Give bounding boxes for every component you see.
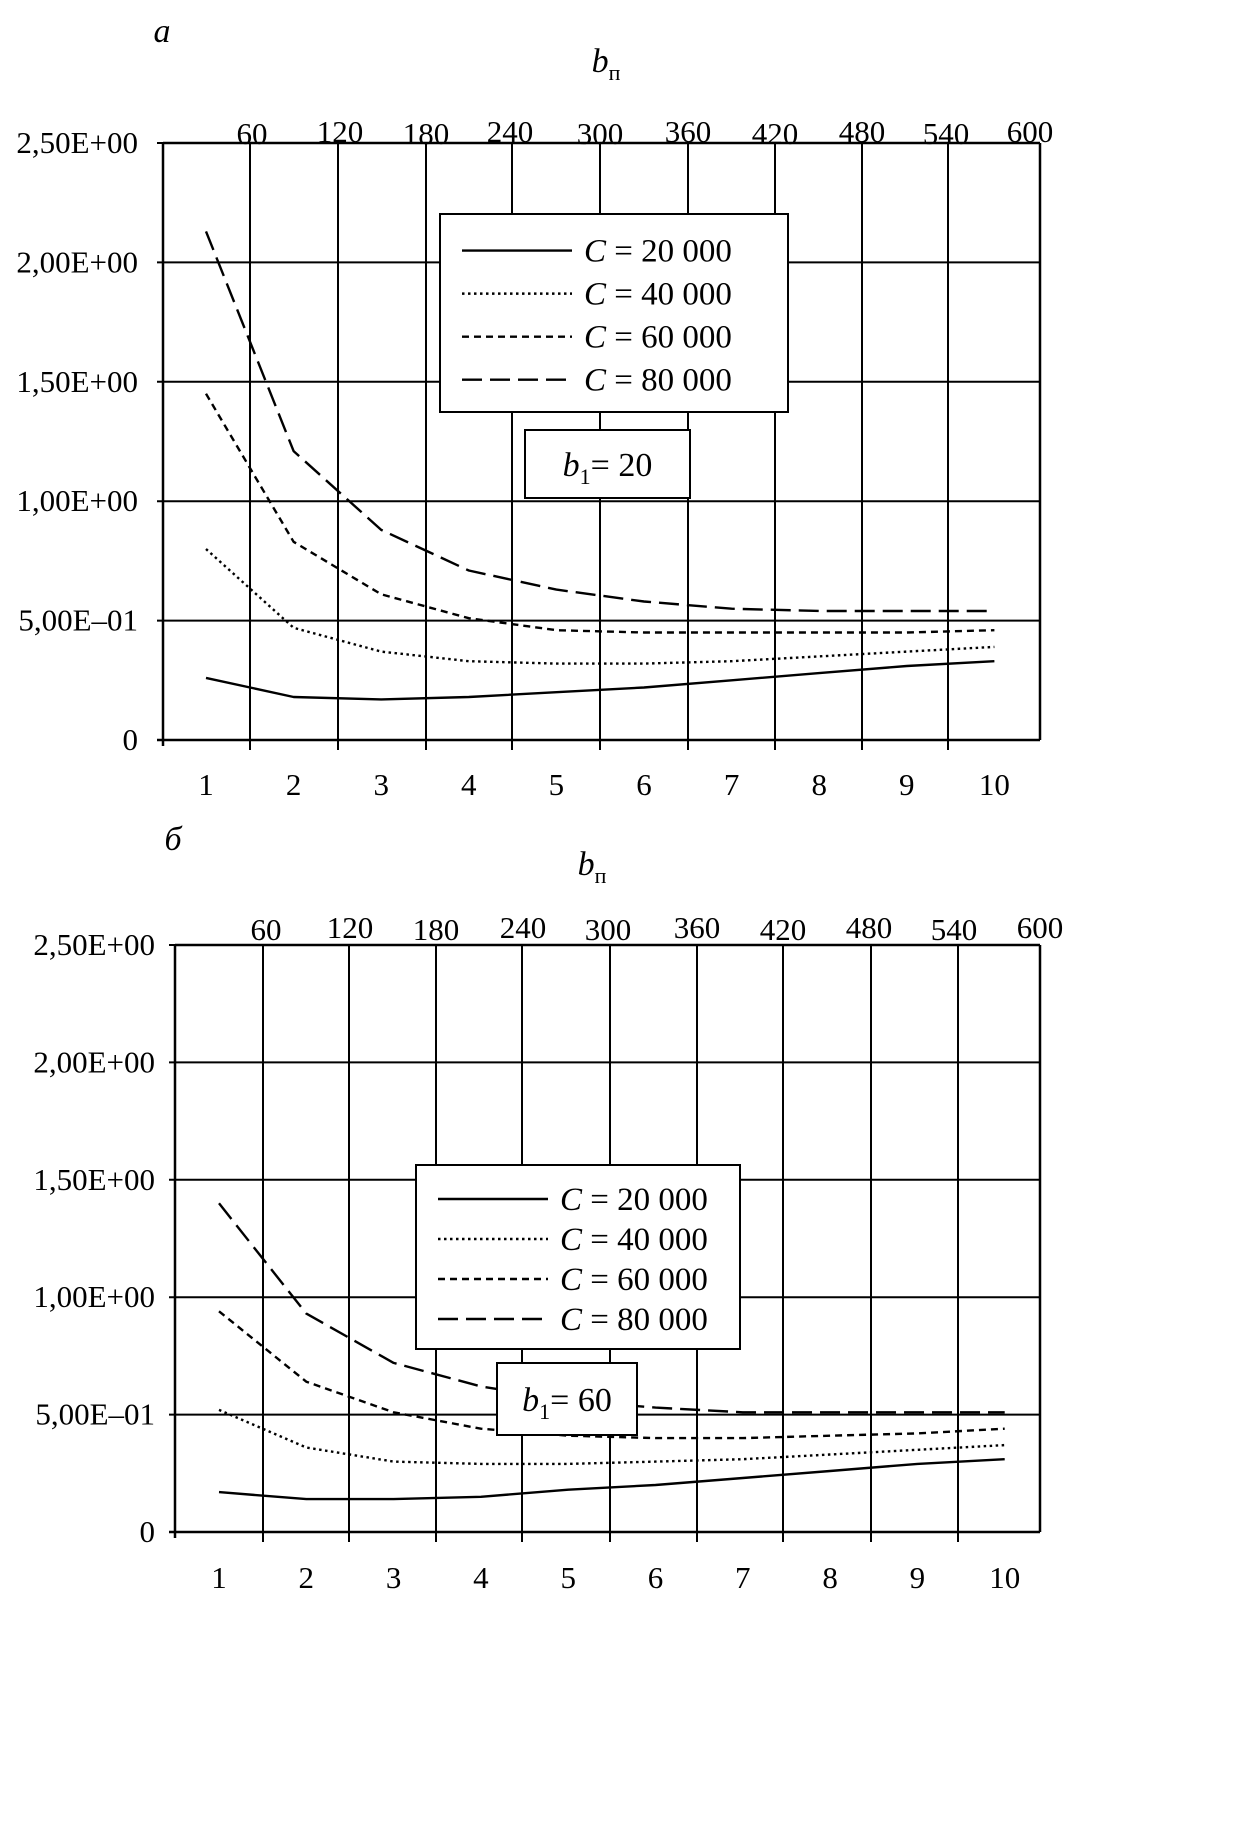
top-tick-label: 480 — [838, 114, 886, 149]
legend-value: = 60 000 — [606, 319, 732, 356]
x-tick-label: 2 — [285, 767, 302, 802]
legend-entry — [584, 320, 732, 356]
parameter-var: b — [522, 1382, 540, 1419]
legend-var: C — [584, 276, 607, 313]
legend-value: = 60 000 — [582, 1262, 708, 1298]
parameter-sub: 1 — [579, 464, 591, 489]
legend-var: C — [560, 1182, 583, 1218]
top-axis-label — [592, 43, 621, 85]
legend-entry — [560, 1262, 708, 1298]
top-tick-label: 240 — [499, 910, 547, 945]
y-tick-label: 1,50E+00 — [16, 363, 138, 399]
x-tick-label: 1 — [198, 767, 214, 802]
parameter-value: = 20 — [590, 447, 653, 484]
x-tick-label: 7 — [735, 1560, 751, 1595]
legend-entry — [584, 363, 732, 399]
x-tick-label: 1 — [211, 1560, 227, 1595]
y-tick-label: 5,00E–01 — [18, 602, 138, 638]
top-tick-label: 120 — [326, 910, 374, 945]
y-tick-label: 0 — [139, 1514, 155, 1549]
chart-panel-1 — [16, 13, 1053, 802]
parameter-box — [497, 1363, 637, 1435]
legend-entry — [584, 234, 732, 270]
x-tick-label: 8 — [822, 1560, 838, 1595]
top-tick-label: 540 — [930, 912, 978, 947]
top-tick-label: 60 — [250, 912, 282, 947]
legend-var: C — [584, 362, 607, 399]
top-tick-label: 300 — [584, 912, 632, 947]
legend-value: = 40 000 — [582, 1222, 708, 1258]
y-tick-label: 1,00E+00 — [16, 483, 138, 519]
x-tick-label: 5 — [548, 767, 565, 802]
chart-panel-2 — [33, 821, 1063, 1595]
panel-label: а — [153, 13, 171, 50]
legend-entry — [560, 1182, 708, 1218]
x-tick-label: 4 — [473, 1560, 489, 1595]
top-tick-label: 360 — [664, 114, 712, 149]
parameter-value: = 60 — [550, 1382, 612, 1419]
y-tick-label: 0 — [122, 722, 138, 757]
top-tick-label: 420 — [759, 912, 807, 947]
y-tick-label: 2,00E+00 — [33, 1044, 155, 1080]
top-tick-label: 60 — [236, 116, 268, 151]
legend-entry — [560, 1222, 708, 1258]
top-tick-label: 300 — [576, 116, 624, 151]
x-tick-label: 9 — [909, 1560, 926, 1595]
x-tick-label: 6 — [636, 767, 652, 802]
x-tick-label: 8 — [811, 767, 827, 802]
legend-value: = 20 000 — [606, 233, 732, 270]
top-tick-label: 360 — [673, 910, 721, 945]
top-axis-var: b — [577, 846, 595, 883]
legend-entry — [584, 277, 732, 313]
x-tick-label: 10 — [989, 1560, 1021, 1595]
legend-var: C — [584, 233, 607, 270]
top-axis-sub: п — [608, 60, 621, 85]
top-tick-label: 420 — [751, 116, 799, 151]
top-tick-label: 240 — [486, 114, 534, 149]
parameter-box — [525, 430, 690, 498]
legend-var: C — [560, 1222, 583, 1258]
top-tick-label: 600 — [1016, 910, 1064, 945]
y-tick-label: 1,00E+00 — [33, 1279, 155, 1315]
legend-value: = 20 000 — [582, 1182, 708, 1218]
top-tick-label: 180 — [412, 912, 460, 947]
x-tick-label: 5 — [560, 1560, 576, 1595]
top-axis-label — [578, 846, 607, 888]
x-tick-label: 3 — [385, 1560, 402, 1595]
parameter-sub: 1 — [539, 1399, 551, 1424]
y-tick-label: 2,50E+00 — [16, 125, 138, 160]
legend-var: C — [584, 319, 607, 356]
top-tick-label: 600 — [1006, 114, 1054, 149]
x-tick-label: 3 — [373, 767, 389, 802]
y-tick-label: 2,50E+00 — [33, 927, 155, 962]
legend-value: = 80 000 — [606, 362, 732, 399]
x-tick-label: 6 — [647, 1560, 664, 1595]
parameter-label — [522, 1382, 612, 1424]
legend-var: C — [560, 1302, 583, 1338]
legend — [440, 214, 788, 412]
x-tick-label: 9 — [899, 767, 915, 802]
top-axis-sub: п — [594, 863, 607, 888]
top-axis-var: b — [591, 43, 609, 80]
top-tick-label: 120 — [316, 114, 364, 149]
series-line-1 — [219, 1459, 1005, 1499]
legend-var: C — [560, 1262, 583, 1298]
top-tick-label: 480 — [845, 910, 893, 945]
x-tick-label: 10 — [978, 767, 1010, 802]
parameter-label — [563, 447, 653, 489]
panel-label: б — [164, 821, 182, 858]
x-tick-label: 7 — [723, 767, 740, 802]
top-tick-label: 180 — [402, 116, 450, 151]
top-tick-label: 540 — [922, 116, 970, 151]
legend-value: = 40 000 — [606, 276, 732, 313]
x-tick-label: 4 — [461, 767, 477, 802]
y-tick-label: 5,00E–01 — [35, 1396, 155, 1432]
legend-entry — [560, 1302, 708, 1338]
y-tick-label: 1,50E+00 — [33, 1161, 155, 1197]
legend-value: = 80 000 — [582, 1302, 708, 1338]
y-tick-label: 2,00E+00 — [16, 244, 138, 280]
legend — [416, 1165, 740, 1349]
parameter-var: b — [562, 447, 580, 484]
x-tick-label: 2 — [298, 1560, 315, 1595]
